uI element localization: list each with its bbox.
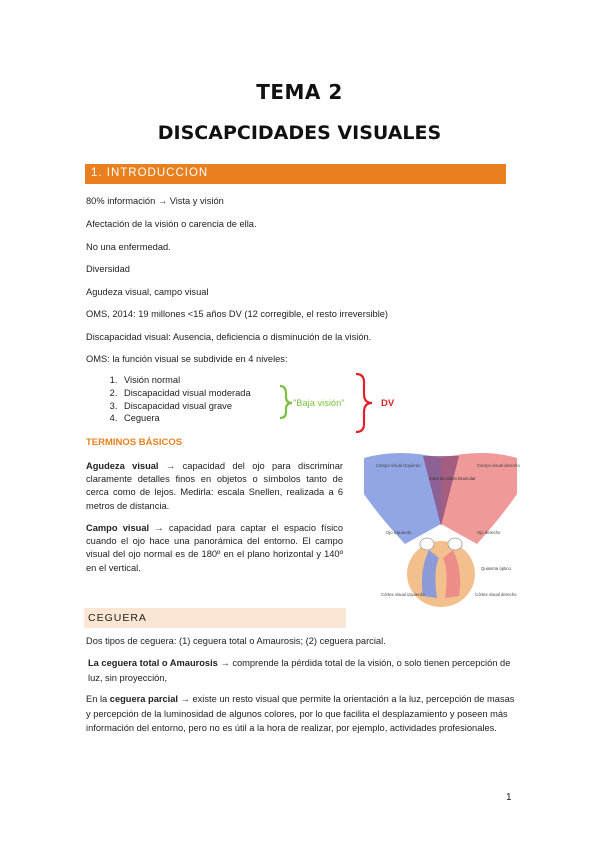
list-item: 2. Discapacidad visual moderada [120, 387, 251, 400]
term-agudeza: Agudeza visual [86, 461, 159, 471]
parcial-paragraph [86, 692, 516, 736]
term-parcial: ceguera parcial [109, 694, 178, 704]
agudeza-text: → capacidad del ojo para discriminar claramente detalles finos en objetos o símbolos tanto de cerca como de lejos. Medirla: escala Snellen, realizada a 6 metros de distancia. [86, 461, 343, 511]
total-paragraph [88, 656, 518, 685]
right-eye [448, 538, 462, 550]
green-brace [280, 386, 292, 418]
list-item: 3. Discapacidad visual grave [120, 400, 251, 413]
page-number: 1 [506, 792, 512, 803]
intro-line: No una enfermedad. [86, 242, 171, 252]
intro-line: Afectación de la visión o carencia de ella. [86, 219, 257, 229]
section-header-label: CEGUERA [88, 612, 147, 624]
intro-line: 80% información → Vista y visión [86, 196, 224, 206]
visual-field-diagram [359, 446, 522, 608]
agudeza-paragraph [86, 460, 343, 513]
section-header-ceguera [84, 608, 346, 628]
label-left-field: Campo visual izquierdo [376, 463, 421, 468]
label-right-eye: Ojo derecho [477, 530, 501, 535]
red-brace [356, 374, 372, 432]
levels-list [86, 374, 251, 425]
list-item: 1. Visión normal [120, 374, 251, 387]
term-total: La ceguera total o Amaurosis [88, 658, 218, 668]
label-right-cortex: Córtex visual derecho [475, 592, 517, 597]
parcial-prefix: En la [86, 694, 110, 704]
intro-line: Diversidad [86, 264, 130, 274]
page-subtitle: DISCAPCIDADES VISUALES [157, 122, 442, 144]
page-title: TEMA 2 [256, 80, 343, 104]
ceguera-intro: Dos tipos de ceguera: (1) ceguera total o Amaurosis; (2) ceguera parcial. [86, 636, 386, 646]
total-text: → comprende la pérdida total de la visión, o solo tienen percepción de luz, sin proyección, [88, 658, 511, 683]
list-item: 4. Ceguera [120, 412, 251, 425]
campo-paragraph [86, 522, 343, 575]
label-right-field: Campo visual derecho [477, 463, 520, 468]
head [407, 541, 475, 607]
parcial-text: → existe un resto visual que permite la orientación a la luz, percepción de masas y percepción de la luminosidad de algunos colores, por lo que facilita el desplazamiento y poseen más información del entorno, pero no es útil a la hora de realizar, por ejemplo, actividades profesionales. [86, 694, 515, 733]
intro-line: Agudeza visual, campo visual [86, 287, 209, 297]
term-campo: Campo visual [86, 523, 150, 533]
dv-label: DV [381, 398, 395, 409]
intro-line: OMS: la función visual se subdivide en 4 niveles: [86, 354, 288, 364]
terms-heading: TERMINOS BÁSICOS [86, 437, 183, 448]
label-left-eye: Ojo izquierdo [386, 530, 412, 535]
section-header-label: 1. INTRODUCCION [91, 167, 209, 179]
label-chiasm: Quiasma óptico [481, 566, 511, 571]
intro-line: OMS, 2014: 19 millones <15 años DV (12 corregible, el resto irreversible) [86, 309, 389, 319]
baja-vision-label: "Baja visión" [293, 398, 345, 408]
label-left-cortex: Córtex visual izquierdo [381, 592, 425, 597]
label-binocular: Zona de visión binocular [429, 476, 476, 481]
intro-line: Discapacidad visual: Ausencia, deficiencia o disminución de la visión. [86, 332, 372, 342]
section-header-introduccion [85, 164, 506, 184]
campo-text: → capacidad para captar el espacio físico cuando el ojo hace una panorámica del entorno. El campo visual del ojo normal es de 180º en el plano horizontal y 140º en el vertical. [86, 523, 343, 573]
left-eye [420, 538, 434, 550]
